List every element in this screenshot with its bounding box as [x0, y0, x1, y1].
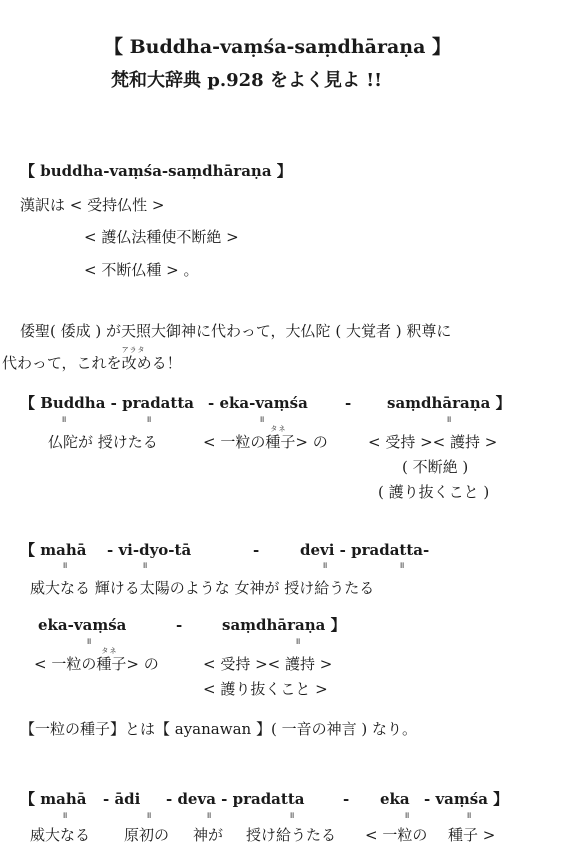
- ruby-word: [265, 425, 296, 451]
- sanskrit-term: - ādi: [103, 790, 141, 808]
- gloss-text: > の: [295, 433, 328, 451]
- equivalence-mark: ॥: [142, 561, 148, 571]
- gloss-text: 威大なる: [30, 826, 91, 844]
- sanskrit-term: 【 Buddha - pradatta: [20, 394, 194, 412]
- gloss-text: < 一粒の: [365, 826, 428, 844]
- sanskrit-term: - vaṃśa 】: [424, 790, 509, 808]
- gloss-text: 授け給うたる: [246, 826, 337, 844]
- gloss-text: 威大なる 輝ける太陽のような 女神が 授け給うたる: [30, 579, 375, 597]
- gloss-text: < 一粒の: [203, 433, 266, 451]
- gloss-alt: ( 護り抜くこと ): [378, 483, 490, 501]
- translation-line: < 不断仏種 > 。: [84, 261, 199, 279]
- gloss-text: < 一粒の: [34, 655, 97, 673]
- ruby-word: [96, 647, 127, 673]
- gloss-text: [34, 647, 159, 673]
- gloss-text: 仏陀が 授けたる: [48, 433, 158, 451]
- equivalence-mark: ॥: [86, 637, 92, 647]
- equivalence-mark: ॥: [61, 415, 67, 425]
- ruby-base: 改: [121, 354, 137, 372]
- equivalence-mark: ॥: [404, 811, 410, 821]
- paragraph-line: [2, 346, 182, 372]
- gloss-alt: ( 不断絶 ): [402, 458, 469, 476]
- sanskrit-term: -: [345, 394, 352, 412]
- equivalence-mark: ॥: [295, 637, 301, 647]
- sanskrit-term: eka-vaṃśa: [38, 616, 127, 634]
- sanskrit-term: -: [176, 616, 183, 634]
- ruby-base: 種子: [265, 433, 296, 451]
- equivalence-mark: ॥: [206, 811, 212, 821]
- equivalence-mark: ॥: [322, 561, 328, 571]
- paragraph-text: 代わって，これを: [2, 354, 122, 372]
- equivalence-mark: ॥: [289, 811, 295, 821]
- sanskrit-term: 【 mahā: [20, 541, 87, 559]
- sanskrit-term: saṃdhāraṇa 】: [222, 616, 346, 634]
- translation-line: < 護仏法種使不断絶 >: [84, 228, 239, 246]
- page-subtitle: 梵和大辞典 p.928 をよく見よ !!: [111, 70, 383, 91]
- gloss-text: 原初の: [124, 826, 170, 844]
- translation-line: 漢訳は < 受持仏性 >: [20, 196, 165, 214]
- equivalence-mark: ॥: [146, 811, 152, 821]
- gloss-text: < 受持 >< 護持 >: [203, 655, 333, 673]
- gloss-alt: < 護り抜くこと >: [203, 680, 328, 698]
- gloss-text: > の: [126, 655, 159, 673]
- sanskrit-term: saṃdhāraṇa 】: [387, 394, 511, 412]
- paragraph-text: める！: [136, 354, 182, 372]
- equivalence-mark: ॥: [62, 561, 68, 571]
- ruby-reading: アラタ: [121, 346, 146, 354]
- sanskrit-term: -: [343, 790, 350, 808]
- page-title: 【 Buddha-vaṃśa-saṃdhāraṇa 】: [104, 36, 452, 58]
- equivalence-mark: ॥: [259, 415, 265, 425]
- gloss-text: [203, 425, 328, 451]
- ruby-base: 種子: [96, 655, 127, 673]
- sanskrit-term: -: [253, 541, 260, 559]
- ruby-word: [121, 346, 146, 372]
- term-heading: 【 buddha-vaṃśa-saṃdhāraṇa 】: [20, 162, 292, 180]
- sanskrit-term: - deva - pradatta: [166, 790, 305, 808]
- gloss-text: 種子 >: [448, 826, 496, 844]
- sanskrit-term: - vi-dyo-tā: [107, 541, 192, 559]
- gloss-text: < 受持 >< 護持 >: [368, 433, 498, 451]
- definition-line: 【一粒の種子】とは【 ayanawan 】( 一音の神言 ) なり。: [20, 720, 417, 738]
- equivalence-mark: ॥: [62, 811, 68, 821]
- equivalence-mark: ॥: [466, 811, 472, 821]
- sanskrit-term: 【 mahā: [20, 790, 87, 808]
- sanskrit-term: eka: [380, 790, 410, 808]
- paragraph-line: 倭聖( 倭成 ) が天照大御神に代わって，大仏陀 ( 大覚者 ) 釈尊に: [20, 322, 452, 340]
- equivalence-mark: ॥: [446, 415, 452, 425]
- sanskrit-term: - eka-vaṃśa: [208, 394, 308, 412]
- sanskrit-term: devi - pradatta-: [300, 541, 430, 559]
- gloss-text: 神が: [193, 826, 224, 844]
- equivalence-mark: ॥: [399, 561, 405, 571]
- ruby-reading: タネ: [270, 425, 287, 433]
- equivalence-mark: ॥: [146, 415, 152, 425]
- ruby-reading: タネ: [101, 647, 118, 655]
